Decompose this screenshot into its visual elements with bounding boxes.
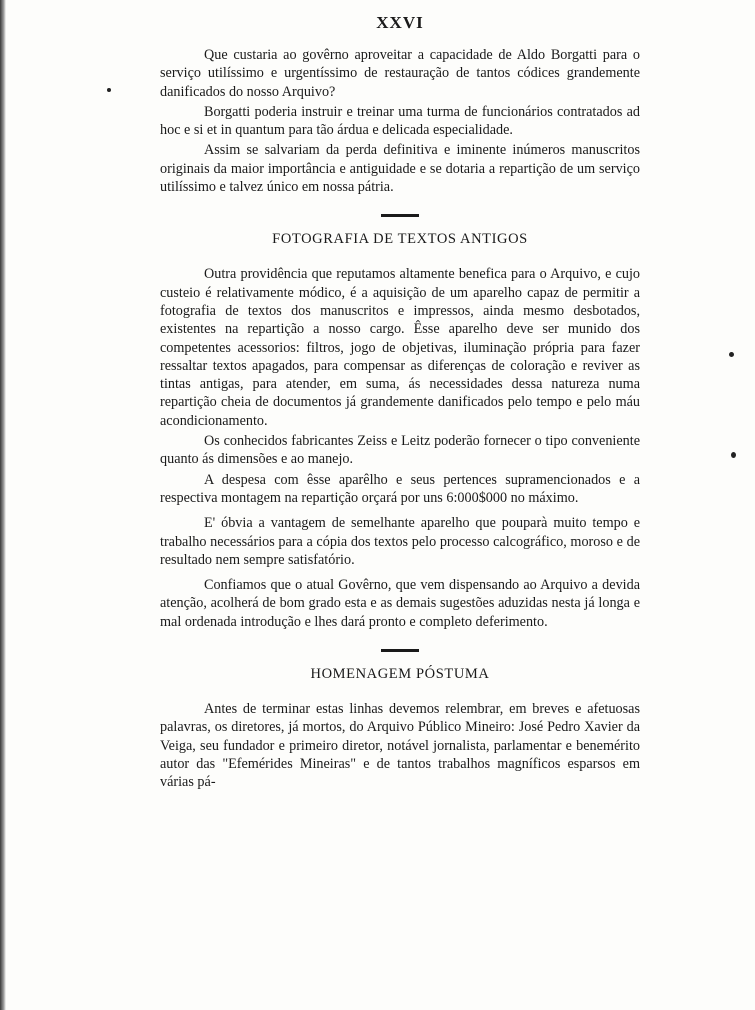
paragraph: Confiamos que o atual Govêrno, que vem dispensando ao Arquivo a devida atenção, acolherá de bom grado esta e as demais sugestões aduzidas nesta já longa e mal ordenada introdução e lhes dará pronto e completo deferimento. [160,577,640,630]
scan-speck [729,352,734,357]
paragraph: Assim se salvariam da perda definitiva e iminente inúmeros manuscritos originais da maior importância e antiguidade e se dotaria a repartição de um serviço utilíssimo e talvez único em nossa pátria. [160,142,640,196]
page-number: XXVI [376,13,424,32]
scan-speck [107,88,111,92]
section-divider [381,214,419,217]
paragraph: Outra providência que reputamos altamente benefica para o Arquivo, e cujo custeio é relativamente módico, é a aquisição de um aparelho capaz de permitir a fotografia de textos dos manuscritos e impressos, ainda mesmo desbotados, existentes na repartição a nosso cargo. Êsse aparelho deve ser munido dos competentes acessorios: filtros, jogo de objetivas, iluminação própria para fazer ressaltar textos apagados, para compensar as diferenças de coloração e reviver as tintas antigas, para atender, em suma, ás necessidades dessa natureza numa repartição cheia de documentos já grandemente danificados pelo tempo e pelo máu acondicionamento. [160,266,640,429]
intro-section [160,46,640,196]
paragraph: Que custaria ao govêrno aproveitar a capacidade de Aldo Borgatti para o serviço utilíssimo e urgentíssimo de restauração de tantos códices grandemente danificados do nosso Arquivo? [160,47,640,100]
section-title: FOTOGRAFIA DE TEXTOS ANTIGOS [272,231,528,248]
paragraph: Os conhecidos fabricantes Zeiss e Leitz poderão fornecer o tipo conveniente quanto ás dimensões e ao manejo. [160,433,640,468]
paragraph: Antes de terminar estas linhas devemos relembrar, em breves e afetuosas palavras, os diretores, já mortos, do Arquivo Público Mineiro: José Pedro Xavier da Veiga, seu fundador e primeiro diretor, notável jornalista, parlamentar e benemérito autor das "Efemérides Mineiras" e de tantos trabalhos magníficos esparsos em várias pá- [160,701,640,791]
paragraph: E' óbvia a vantagem de semelhante aparelho que pouparà muito tempo e trabalho necessários para a cópia dos textos pelo processo calcográfico, moroso e de resultado nem sempre satisfatório. [160,515,640,568]
section-title: HOMENAGEM PÓSTUMA [310,666,490,683]
section-divider [381,649,419,652]
tribute-section [160,700,640,791]
paragraph: Borgatti poderia instruir e treinar uma turma de funcionários contratados ad hoc e si et in quantum para tão árdua e delicada especialidade. [160,103,640,139]
scan-speck [731,452,736,458]
scan-edge-shadow [0,0,6,1010]
text-column [160,10,640,792]
paragraph: A despesa com êsse aparêlho e seus pertences supramencionados e a respectiva montagem na repartição orçará por uns 6:000$000 no máximo. [160,471,640,506]
photography-section [160,265,640,631]
